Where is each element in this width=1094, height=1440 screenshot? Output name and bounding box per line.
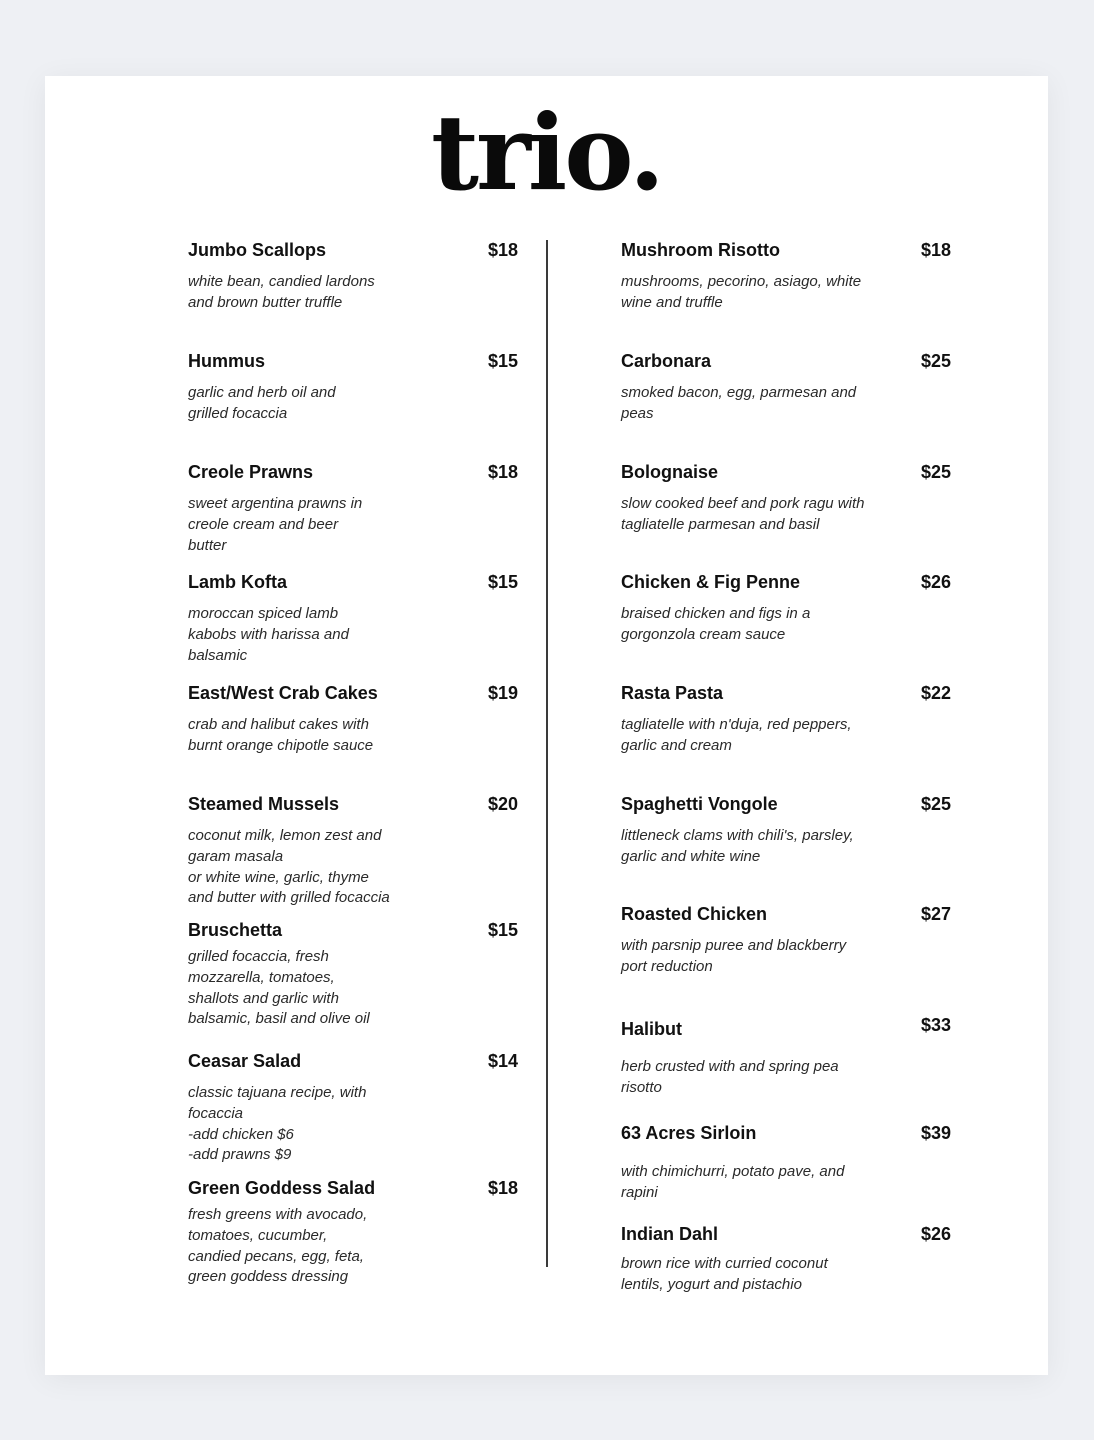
item-description: with parsnip puree and blackberry port reduction bbox=[621, 937, 847, 975]
item-description: moroccan spiced lamb kabobs with harissa and balsamic bbox=[188, 605, 349, 664]
menu-item-indian-dahl bbox=[621, 1224, 951, 1296]
item-description: fresh greens with avocado, tomatoes, cucumber, candied pecans, egg, feta, green goddess dressing bbox=[188, 1206, 368, 1286]
item-price: $33 bbox=[920, 1015, 951, 1035]
item-description: crab and halibut cakes with burnt orange chipotle sauce bbox=[188, 716, 374, 754]
item-name: Carbonara bbox=[621, 351, 712, 371]
item-name: Indian Dahl bbox=[621, 1224, 719, 1244]
item-price: $39 bbox=[920, 1123, 951, 1143]
item-name: Rasta Pasta bbox=[621, 683, 724, 703]
item-name: Bruschetta bbox=[188, 920, 283, 940]
item-price: $15 bbox=[487, 920, 518, 940]
item-name: Bolognaise bbox=[621, 462, 719, 482]
item-price: $26 bbox=[920, 572, 951, 592]
item-price: $18 bbox=[487, 462, 518, 482]
item-description: tagliatelle with n'duja, red peppers, garlic and cream bbox=[621, 716, 852, 754]
menu-item-bolognaise bbox=[621, 462, 951, 536]
item-description: braised chicken and figs in a gorgonzola cream sauce bbox=[621, 605, 811, 643]
item-name: Chicken & Fig Penne bbox=[621, 572, 801, 592]
item-price: $15 bbox=[487, 351, 518, 371]
menu-item-ceasar-salad bbox=[188, 1051, 518, 1166]
menu-item-steamed-mussels bbox=[188, 794, 518, 909]
item-name: Lamb Kofta bbox=[188, 572, 287, 592]
menu-item-spaghetti-vongole bbox=[621, 794, 951, 868]
item-price: $18 bbox=[487, 240, 518, 260]
item-price: $25 bbox=[920, 351, 951, 371]
item-price: $25 bbox=[920, 794, 951, 814]
menu-item-carbonara bbox=[621, 351, 951, 425]
item-name: Steamed Mussels bbox=[188, 794, 340, 814]
item-price: $20 bbox=[487, 794, 518, 814]
menu-item-mushroom-risotto bbox=[621, 240, 951, 314]
menu-item-halibut bbox=[621, 1015, 951, 1099]
menu-item-lamb-kofta bbox=[188, 572, 518, 666]
item-description: mushrooms, pecorino, asiago, white wine and truffle bbox=[621, 273, 862, 311]
item-description: brown rice with curried coconut lentils, yogurt and pistachio bbox=[621, 1255, 828, 1293]
item-price: $22 bbox=[920, 683, 951, 703]
item-description: grilled focaccia, fresh mozzarella, tomatoes, shallots and garlic with balsamic, basil and olive oil bbox=[188, 948, 370, 1028]
item-description: littleneck clams with chili's, parsley, garlic and white wine bbox=[621, 827, 854, 865]
item-price: $14 bbox=[487, 1051, 518, 1071]
menu-item-roasted-chicken bbox=[621, 904, 951, 978]
menu-item-hummus bbox=[188, 351, 518, 425]
column-divider bbox=[546, 240, 548, 1267]
item-price: $25 bbox=[920, 462, 951, 482]
menu-item-crab-cakes bbox=[188, 683, 518, 757]
item-description: white bean, candied lardons and brown butter truffle bbox=[188, 273, 375, 311]
menu-item-chicken-fig-penne bbox=[621, 572, 951, 646]
item-description: coconut milk, lemon zest and garam masala or white wine, garlic, thyme and butter with grilled focaccia bbox=[188, 827, 390, 907]
item-name: Creole Prawns bbox=[188, 462, 314, 482]
menu-item-jumbo-scallops bbox=[188, 240, 518, 314]
item-name: East/West Crab Cakes bbox=[188, 683, 378, 703]
item-price: $15 bbox=[487, 572, 518, 592]
menu-item-sirloin bbox=[621, 1123, 951, 1204]
item-description: garlic and herb oil and grilled focaccia bbox=[188, 384, 336, 422]
menu-item-bruschetta bbox=[188, 920, 518, 1030]
item-name: Ceasar Salad bbox=[188, 1051, 302, 1071]
item-name: Jumbo Scallops bbox=[188, 240, 327, 260]
item-description: with chimichurri, potato pave, and rapini bbox=[621, 1163, 845, 1201]
item-description: smoked bacon, egg, parmesan and peas bbox=[621, 384, 857, 422]
menu-page bbox=[45, 76, 1048, 1375]
item-price: $26 bbox=[920, 1224, 951, 1244]
item-name: 63 Acres Sirloin bbox=[621, 1123, 757, 1143]
item-description: slow cooked beef and pork ragu with tagliatelle parmesan and basil bbox=[621, 495, 865, 533]
item-description: sweet argentina prawns in creole cream and beer butter bbox=[188, 495, 363, 554]
menu-item-green-goddess-salad bbox=[188, 1178, 518, 1288]
item-description: classic tajuana recipe, with focaccia -add chicken $6 -add prawns $9 bbox=[188, 1084, 367, 1164]
item-price: $18 bbox=[920, 240, 951, 260]
restaurant-logo-title: trio. bbox=[430, 91, 663, 214]
item-name: Green Goddess Salad bbox=[188, 1178, 376, 1198]
item-description: herb crusted with and spring pea risotto bbox=[621, 1058, 839, 1096]
item-price: $19 bbox=[487, 683, 518, 703]
menu-item-creole-prawns bbox=[188, 462, 518, 556]
item-name: Roasted Chicken bbox=[621, 904, 768, 924]
item-price: $18 bbox=[487, 1178, 518, 1198]
item-name: Hummus bbox=[188, 351, 266, 371]
item-name: Spaghetti Vongole bbox=[621, 794, 778, 814]
item-name: Mushroom Risotto bbox=[621, 240, 780, 260]
item-name: Halibut bbox=[621, 1019, 682, 1039]
menu-item-rasta-pasta bbox=[621, 683, 951, 757]
item-price: $27 bbox=[920, 904, 951, 924]
